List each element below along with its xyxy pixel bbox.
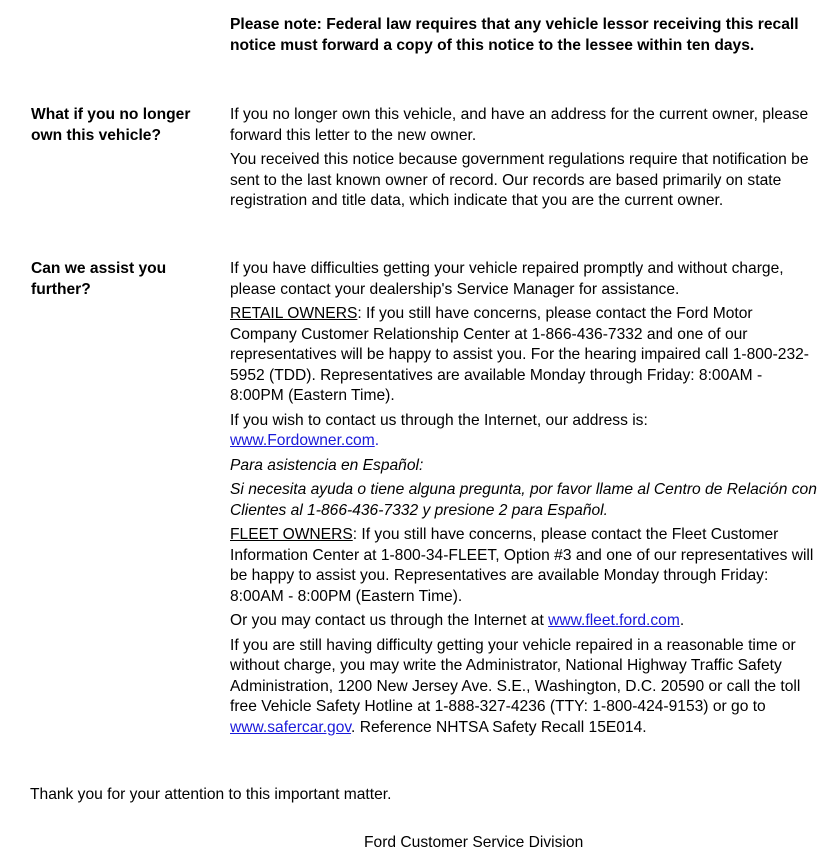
fleet-ford-link[interactable]: www.fleet.ford.com	[548, 612, 680, 629]
fleet-internet-prefix: Or you may contact us through the Internet at	[230, 612, 549, 629]
retail-owners-heading: RETAIL OWNERS	[230, 305, 358, 322]
closing-line: Thank you for your attention to this important matter.	[30, 786, 392, 803]
internet-paragraph	[230, 411, 820, 452]
fleet-owners-heading: FLEET OWNERS	[230, 526, 353, 543]
signature-line: Ford Customer Service Division	[364, 834, 584, 851]
retail-owners-paragraph	[230, 304, 820, 407]
safercar-link[interactable]: www.safercar.gov	[230, 718, 352, 736]
section-body-assist	[230, 259, 820, 742]
fleet-owners-paragraph	[230, 525, 820, 607]
dealership-paragraph: If you have difficulties getting your vehicle repaired promptly and without charge, please contact your dealership's Service Manager for assistance.	[230, 260, 784, 298]
nhtsa-prefix: If you are still having difficulty getting your vehicle repaired in a reasonable time or without charge, you may write the Administrator, National Highway Traffic Safety Administration, 1200 New Jersey Ave. S.E., Washington, D.C. 20590 or call the toll free Vehicle Safety Hotline at 1-888-327-4236 (TTY: 1-800-424-9153) or go to	[230, 636, 801, 715]
records-paragraph: You received this notice because government regulations require that notification be sent to the last known owner of record. Our records are based primarily on state registration and title data, which indicate that you are the current owner.	[230, 151, 809, 209]
spanish-paragraph: Si necesita ayuda o tiene alguna pregunta, por favor llame al Centro de Relación con Clientes al 1-866-436-7332 y presione 2 para Español.	[230, 481, 817, 519]
section-label-no-longer-own: What if you no longer own this vehicle?	[31, 106, 191, 144]
section-body-no-longer-own	[230, 105, 820, 216]
fleet-internet-suffix: .	[679, 612, 685, 629]
forward-letter-paragraph: If you no longer own this vehicle, and have an address for the current owner, please forward this letter to the new owner.	[230, 106, 809, 144]
spanish-heading: Para asistencia en Español:	[230, 456, 424, 474]
fordowner-link[interactable]: www.Fordowner.com	[230, 432, 375, 449]
retail-owners-text: : If you still have concerns, please contact the Ford Motor Company Customer Relationship Center at 1-866-436-7332 and one of our representatives will be happy to assist you. For the hearing impaired call 1-800-232-5952 (TDD). Representatives are available Monday through Friday: 8:00AM - 8:00PM (Eastern Time).	[230, 305, 810, 404]
fleet-internet-paragraph	[230, 611, 820, 632]
lessor-notice: Please note: Federal law requires that any vehicle lessor receiving this recall notice must forward a copy of this notice to the lessee within ten days.	[230, 16, 799, 54]
fordowner-link-suffix: .	[374, 432, 380, 449]
nhtsa-paragraph	[230, 636, 820, 739]
section-label-assist: Can we assist you further?	[31, 260, 167, 298]
internet-text: If you wish to contact us through the Internet, our address is:	[230, 411, 648, 429]
fleet-owners-text: : If you still have concerns, please contact the Fleet Customer Information Center at 1-800-34-FLEET, Option #3 and one of our representatives will be happy to assist you. Representatives are available Monday through Friday: 8:00AM - 8:00PM (Eastern Time).	[230, 526, 814, 605]
nhtsa-suffix: . Reference NHTSA Safety Recall 15E014.	[351, 718, 647, 736]
